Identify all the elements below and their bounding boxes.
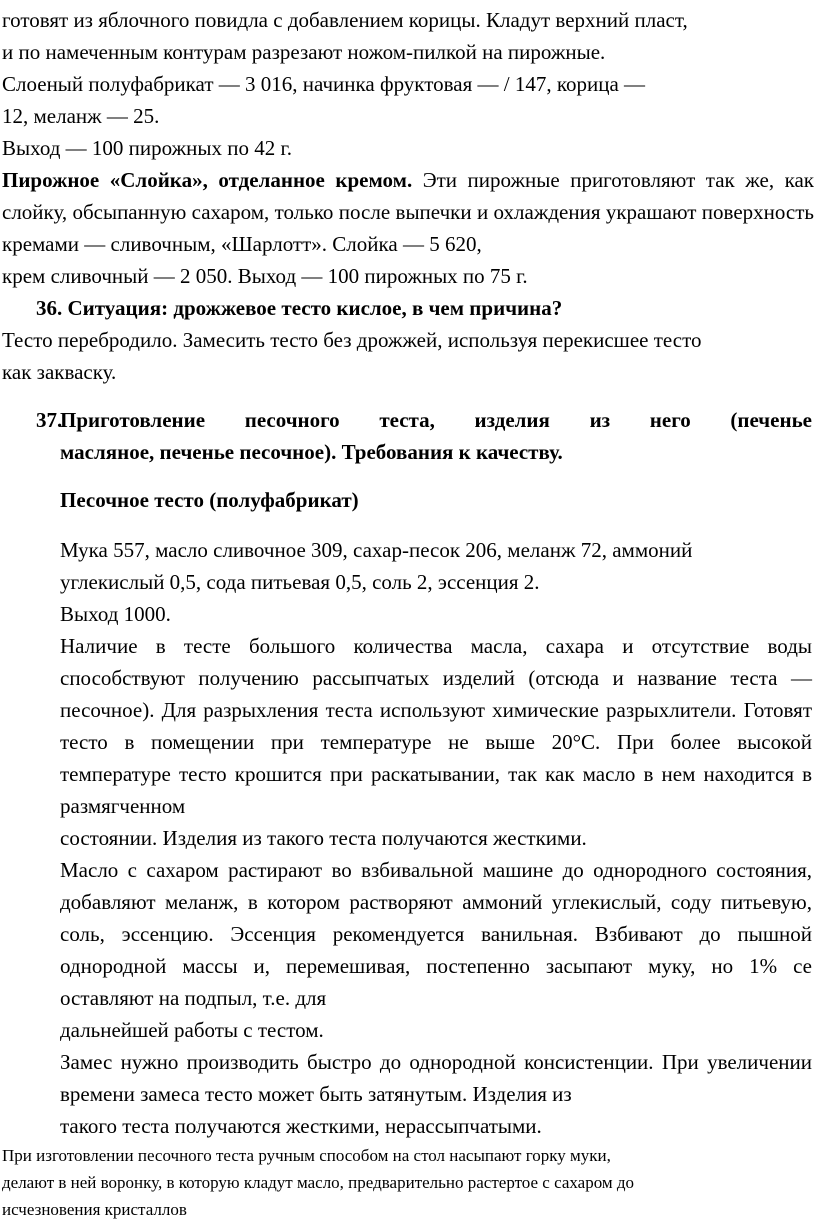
footer-line: делают в ней воронку, в которую кладут масло, предварительно растертое с сахаром до <box>2 1173 635 1192</box>
paragraph-kneading: Замес нужно производить быстро до однородной консистенции. При увеличении времени замеса тесто может быть затянутым. Изделия из такого теста получаются жесткими, нерассыпчатыми. <box>60 1050 812 1138</box>
sloika-last-line: крем сливочный — 2 050. Выход — 100 пирожных по 75 г. <box>2 264 528 288</box>
paragraph-mixing: Масло с сахаром растирают во взбивальной машине до однородного состояния, добавляют меланж, в котором растворяют аммоний углекислый, соду питьевую, соль, эссенцию. Эссенция рекомендуется ванильная. Взбивают до пышной однородной массы и, перемешивая, постепенно засыпают муку, но 1% се оставляют на подпыл, т.е. для дальнейшей работы с тестом. <box>60 858 812 1042</box>
yield-line: Выход 1000. <box>60 602 171 626</box>
question-37-heading: Приготовление песочного теста, изделия из него (печенье масляное, печенье песочное). Требования к качеству. <box>60 408 812 464</box>
question-37-number: 37. <box>36 408 63 432</box>
sloika-title: Пирожное «Слойка», отделанное кремом. <box>2 168 413 192</box>
text-line: готовят из яблочного повидла с добавлением корицы. Кладут верхний пласт, <box>2 8 688 32</box>
text-line: и по намеченным контурам разрезают ножом-пилкой на пирожные. <box>2 40 606 64</box>
paragraph-properties: Наличие в тесте большого количества масла, сахара и отсутствие воды способствуют получению рассыпчатых изделий (отсюда и название теста — песочное). Для разрыхления теста используют химические разрыхлители. Готовят тесто в помещении при температуре не выше 20°С. При более высокой температуре тесто крошится при раскатывании, так как масло в нем находится в размягченном состоянии. Изделия из такого теста получаются жесткими. <box>60 634 812 850</box>
sloika-text <box>2 164 814 260</box>
text-line: 12, меланж — 25. <box>2 104 160 128</box>
answer-line: Тесто перебродило. Замесить тесто без дрожжей, используя перекисшее тесто <box>2 328 702 352</box>
text-line: Выход — 100 пирожных по 42 г. <box>2 136 292 160</box>
recipe-block <box>60 534 812 630</box>
question-36-heading: 36. Ситуация: дрожжевое тесто кислое, в чем причина? <box>36 296 563 320</box>
sloika-body: Эти пирожные приготовляют так же, как слойку, обсыпанную сахаром, только после выпечки и охлаждения украшают поверхность кремами — сливочным, «Шарлотт». Слойка — 5 620, <box>2 168 815 256</box>
text-line: Слоеный полуфабрикат — 3 016, начинка фруктовая — / 147, корица — <box>2 72 646 96</box>
subtitle-shortcrust: Песочное тесто (полуфабрикат) <box>60 488 359 512</box>
paragraph-intro <box>2 4 814 164</box>
recipe-line: углекислый 0,5, сода питьевая 0,5, соль 2, эссенция 2. <box>60 570 540 594</box>
paragraph-sloika <box>2 164 814 292</box>
footer-line: исчезновения кристаллов <box>2 1200 187 1219</box>
question-36-answer <box>2 324 814 388</box>
answer-line: как закваску. <box>2 360 117 384</box>
footer-note <box>2 1142 814 1223</box>
footer-line: При изготовлении песочного теста ручным способом на стол насыпают горку муки, <box>2 1146 611 1165</box>
recipe-line: Мука 557, масло сливочное 309, сахар-песок 206, меланж 72, аммоний <box>60 538 693 562</box>
